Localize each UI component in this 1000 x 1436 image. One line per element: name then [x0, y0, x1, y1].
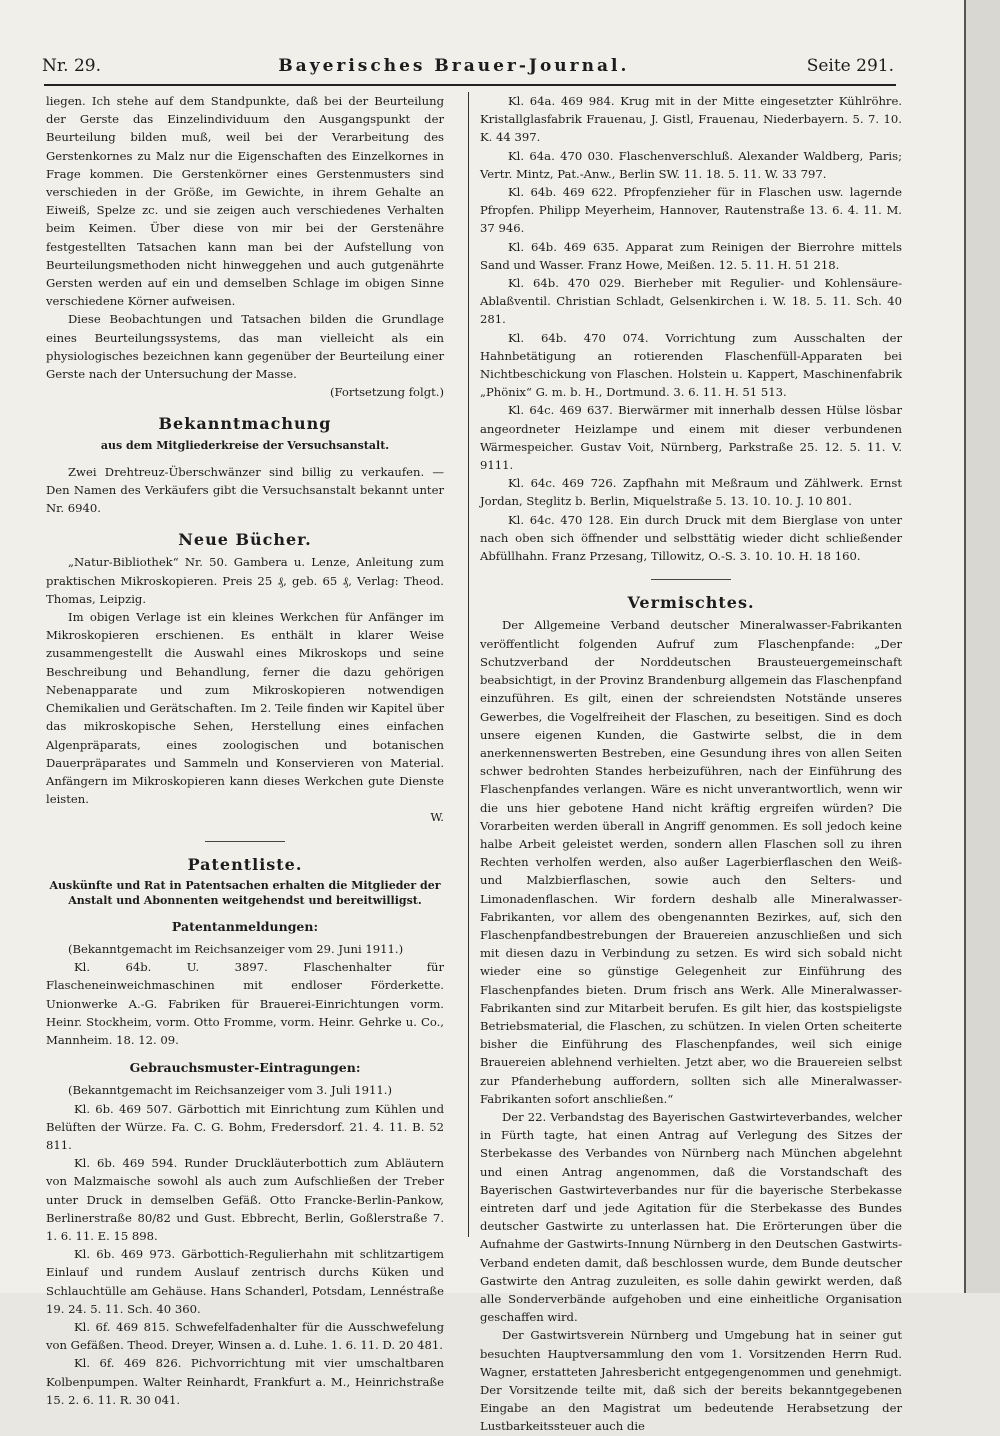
patent-entry: Kl. 64c. 469 637. Bierwärmer mit innerhalb dessen Hülse lösbar angeordneter Heizlampe und einem mit dieser verbundenen Wärmespeicher. Gustav Voit, Nürnberg, Parkstraße 25. 12. 5. 11. V. 9111.: [480, 403, 902, 473]
patent-entry: Kl. 6b. 469 973. Gärbottich-Regulierhahn mit schlitzartigem Einlauf und rundem Auslauf zentrisch durchs Küken und Schlauchtülle am Gehäuse. Hans Schanderl, Potsdam, Lennéstraße 19. 24. 5. 11. Sch. 40 360.: [46, 1247, 444, 1316]
section-title-patentliste: Patentliste.: [187, 854, 303, 874]
left-column: [46, 92, 444, 1409]
section-subtitle-patentliste: Auskünfte und Rat in Patentsachen erhalten die Mitglieder der Anstalt und Abonnenten weitgehendst und bereitwilligst.: [49, 878, 441, 907]
vermischtes-paragraph: Der 22. Verbandstag des Bayerischen Gastwirteverbandes, welcher in Fürth tagte, hat einen Antrag auf Verlegung des Sitzes der Sterbekasse des Verbandes von Nürnberg nach München abgelehnt und einen Antrag angenommen, daß die Vorstandschaft des Bayerischen Gastwirteverbandes nur für die bayerische Sterbekasse eintreten darf und jede Agitation für die Sterbekasse des Bundes deutscher Gastwirte zu unterlassen hat. Die Erörterungen über die Aufnahme der Gastwirts-Innung Nürnberg in den Deutschen Gastwirts-Verband endeten damit, daß beschlossen wurde, dem Bunde deutscher Gastwirte den Antrag zuzuleiten, es solle dahin gewirkt werden, daß alle Sonderverbände aufgehoben und eine einheitliche Organisation geschaffen wird.: [480, 1109, 902, 1325]
bekanntmachung-text: Zwei Drehtreuz-Überschwänzer sind billig zu verkaufen. — Den Namen des Verkäufers gibt die Versuchsanstalt bekannt unter Nr. 6940.: [46, 464, 444, 516]
patent-entry: Kl. 6f. 469 826. Pichvorrichtung mit vier umschaltbaren Kolbenpumpen. Walter Reinhardt, Frankfurt a. M., Heinrichstraße 15. 2. 6. 11. R. 30 041.: [46, 1356, 444, 1407]
column-divider: [468, 92, 469, 1237]
section-title-bekanntmachung: Bekanntmachung: [158, 414, 332, 434]
publication-note: (Bekanntgemacht im Reichsanzeiger vom 29. Juni 1911.): [68, 941, 404, 956]
publication-note: (Bekanntgemacht im Reichsanzeiger vom 3. Juli 1911.): [68, 1083, 392, 1098]
section-divider: [205, 841, 285, 842]
article-continuation-p1: liegen. Ich stehe auf dem Standpunkte, daß bei der Beurteilung der Gerste das Einzelindividuum den Ausgangspunkt der Beurteilung bilden muß, weil bei der Verarbeitung des Gerstenkornes zu Malz nur die Eigenschaften des Einzelkornes in Frage kommen. Die Gerstenkörner eines Gerstenmusters sind verschieden in der Größe, im Gewichte, in ihrem Gehalte an Eiweiß, Spelze zc. und sie zeigen auch verschiedenes Verhalten beim Keimen. Über diese von mir bei der Gerstenähre festgestellten Tatsachen kann man bei der Aufstellung von Beurteilungsmethoden nicht hinweggehen und auch gutgenährte Gersten werden auf ein und demselben Schlage im obigen Sinne verschiedene Körner aufweisen.: [46, 94, 444, 309]
patent-entry: Kl. 6f. 469 815. Schwefelfadenhalter für die Ausschwefelung von Gefäßen. Theod. Dreyer, Winsen a. d. Luhe. 1. 6. 11. D. 20 481.: [46, 1319, 444, 1353]
review-signature: W.: [430, 810, 444, 825]
continuation-note: (Fortsetzung folgt.): [329, 385, 444, 400]
section-title-vermischtes: Vermischtes.: [627, 593, 755, 613]
patent-entry: Kl. 64b. U. 3897. Flaschenhalter für Flascheneinweichmaschinen mit endloser Förderkette. Unionwerke A.-G. Fabriken für Brauerei-Einrichtungen vorm. Heinr. Stockheim, vorm. Otto Fromme, vorm. Heinr. Gehrke u. Co., Mannheim. 18. 12. 09.: [46, 960, 444, 1047]
subhead-gebrauchsmuster: Gebrauchsmuster-Eintragungen:: [129, 1060, 361, 1076]
patent-entry: Kl. 64b. 469 622. Pfropfenzieher für in Flaschen usw. lagernde Pfropfen. Philipp Meyerheim, Hannover, Rautenstraße 13. 6. 4. 11. M. 37 946.: [480, 185, 902, 236]
vermischtes-paragraph: Der Allgemeine Verband deutscher Mineralwasser-Fabrikanten veröffentlicht folgenden Aufruf zum Flaschenpfande: „Der Schutzverband der Norddeutschen Brausteuergemeinschaft beabsichtigt, in der Provinz Brandenburg allgemein das Flaschenpfand einzuführen. Es gilt, einen der schreiendsten Notstände unseres Gewerbes, die Vogelfreiheit der Flaschen, zu beseitigen. Sind es doch unsere eigenen Kunden, die Gastwirte selbst, die in dem anerkennenswerten Bestreben, eine Gesundung ihres von allen Seiten schwer bedrohten Standes herbeizuführen, nach der Einführung des Flaschenpfandes verlangen. Wäre es nicht unverantwortlich, wenn wir die uns hier gebotene Hand nicht kräftig ergreifen würden? Die Vorarbeiten werden überall in Angriff genommen. Es soll jedoch keine halbe Arbeit geleistet werden, sondern allen Flaschen soll zu ihren Rechten verholfen werden, also außer Lagerbierflaschen den Weiß- und Malzbierflaschen, sowie auch den Selters- und Limonadenflaschen. Wir fordern deshalb alle Mineralwasser-Fabrikanten, vor allem des obengenannten Bezirkes, auf, sich den Flaschenpfandbestrebungen der Brauereien anzuschließen und sich mit diesen dazu in Verbindung zu setzen. Es wird sich sobald nicht wieder eine so günstige Gelegenheit zur Einführung des Flaschenpfandes bieten. Drum frisch ans Werk. Alle Mineralwasser-Fabrikanten sind zur Mitarbeit berufen. Es gilt hier, das kostspieligste Betriebsmaterial, die Flaschen, zu schützen. In vielen Orten scheiterte bisher die Einführung des Flaschenpfandes, weil sich einige Brauereien ablehnend verhielten. Jetzt aber, wo die Brauereien selbst zur Pfanderhebung auffordern, sollten sich alle Mineralwasser-Fabrikanten sofort anschließen.“: [480, 618, 902, 1106]
book-listing: „Natur-Bibliothek“ Nr. 50. Gambera u. Lenze, Anleitung zum praktischen Mikroskopieren. Preis 25 ₰, geb. 65 ₰, Verlag: Theod. Thomas, Leipzig.: [46, 555, 444, 606]
header-rule: [44, 84, 896, 86]
patent-entry: Kl. 64b. 470 074. Vorrichtung zum Ausschalten der Hahnbetätigung an rotierenden Flaschenfüll-Apparaten bei Nichtbeschickung von Flaschen. Holstein u. Kappert, Maschinenfabrik „Phönix“ G. m. b. H., Dortmund. 3. 6. 11. H. 51 513.: [480, 330, 902, 400]
patent-entry: Kl. 64b. 469 635. Apparat zum Reinigen der Bierrohre mittels Sand und Wasser. Franz Howe, Meißen. 12. 5. 11. H. 51 218.: [480, 239, 902, 272]
page-edge-shadow: [964, 0, 1000, 1293]
vermischtes-paragraph: Der Gastwirtsverein Nürnberg und Umgebung hat in seiner gut besuchten Hauptversammlung den vom 1. Vorsitzenden Herrn Rud. Wagner, erstatteten Jahresbericht entgegengenommen und genehmigt. Der Vorsitzende teilte mit, daß sich der bereits bekanntgegebenen Eingabe an den Magistrat um bedeutende Herabsetzung der Lustbarkeitssteuer auch die: [480, 1328, 902, 1434]
patent-entry: Kl. 64c. 470 128. Ein durch Druck mit dem Bierglase von unter nach oben sich öffnender und selbsttätig wieder dicht schließender Abfüllhahn. Franz Przesang, Tillowitz, O.-S. 3. 10. 10. H. 18 160.: [480, 512, 902, 564]
section-title-neue-buecher: Neue Bücher.: [178, 530, 312, 550]
subhead-patentanmeldungen: Patentanmeldungen:: [171, 918, 319, 934]
patent-entry: Kl. 64b. 470 029. Bierheber mit Regulier- und Kohlensäure-Ablaßventil. Christian Schladt, Gelsenkirchen i. W. 18. 5. 11. Sch. 40 281.: [480, 276, 902, 327]
journal-title: Bayerisches Brauer-Journal.: [278, 56, 630, 76]
page-header: [42, 56, 894, 80]
book-review: Im obigen Verlage ist ein kleines Werkchen für Anfänger im Mikroskopieren erschienen. Es enthält in klarer Weise zusammengestellt die Auswahl eines Mikroskops und seine Beschreibung und Behandlung, ferner die dazu gehörigen Nebenapparate und zum Mikroskopieren notwendigen Chemikalien und Gerätschaften. Im 2. Teile finden wir Kapitel über das mikroskopische Sehen, Herstellung eines einfachen Algenpräparats, eines zoologischen und botanischen Dauerpräparates und Sammeln und Konservieren von Material. Anfängern im Mikroskopieren kann dieses Werkchen gute Dienste leisten.: [46, 610, 444, 807]
section-divider: [651, 579, 731, 580]
article-continuation-p2: Diese Beobachtungen und Tatsachen bilden die Grundlage eines Beurteilungssystems, das man vielleicht als ein physiologisches bezeichnen kann gegenüber der Beurteilung einer Gerste nach der Untersuchung der Masse.: [46, 312, 444, 382]
section-subtitle-bekanntmachung: aus dem Mitgliederkreise der Versuchsanstalt.: [100, 438, 390, 452]
patent-entry: Kl. 64c. 469 726. Zapfhahn mit Meßraum und Zählwerk. Ernst Jordan, Steglitz b. Berlin, Miquelstraße 5. 13. 10. 10. J. 10 801.: [480, 476, 902, 509]
patent-entry: Kl. 64a. 469 984. Krug mit in der Mitte eingesetzter Kühlröhre. Kristallglasfabrik Frauenau, J. Gistl, Frauenau, Niederbayern. 5. 7. 10. K. 44 397.: [480, 94, 902, 145]
patent-entry: Kl. 64a. 470 030. Flaschenverschluß. Alexander Waldberg, Paris; Vertr. Mintz, Pat.-Anw., Berlin SW. 11. 18. 5. 11. W. 33 797.: [480, 148, 902, 181]
issue-number: Nr. 29.: [42, 56, 101, 76]
patent-entry: Kl. 6b. 469 594. Runder Druckläuterbottich zum Abläutern von Malzmaische sowohl als auch zum Aufschließen der Treber unter Druck in demselben Gefäß. Otto Francke-Berlin-Pankow, Berlinerstraße 80/82 und Gust. Ebbrecht, Berlin, Goßlerstraße 7. 1. 6. 11. E. 15 898.: [46, 1156, 444, 1243]
right-column: [480, 92, 902, 1436]
page-number: Seite 291.: [806, 56, 894, 76]
patent-entry: Kl. 6b. 469 507. Gärbottich mit Einrichtung zum Kühlen und Belüften der Würze. Fa. C. G. Bohm, Fredersdorf. 21. 4. 11. B. 52 811.: [46, 1101, 444, 1152]
